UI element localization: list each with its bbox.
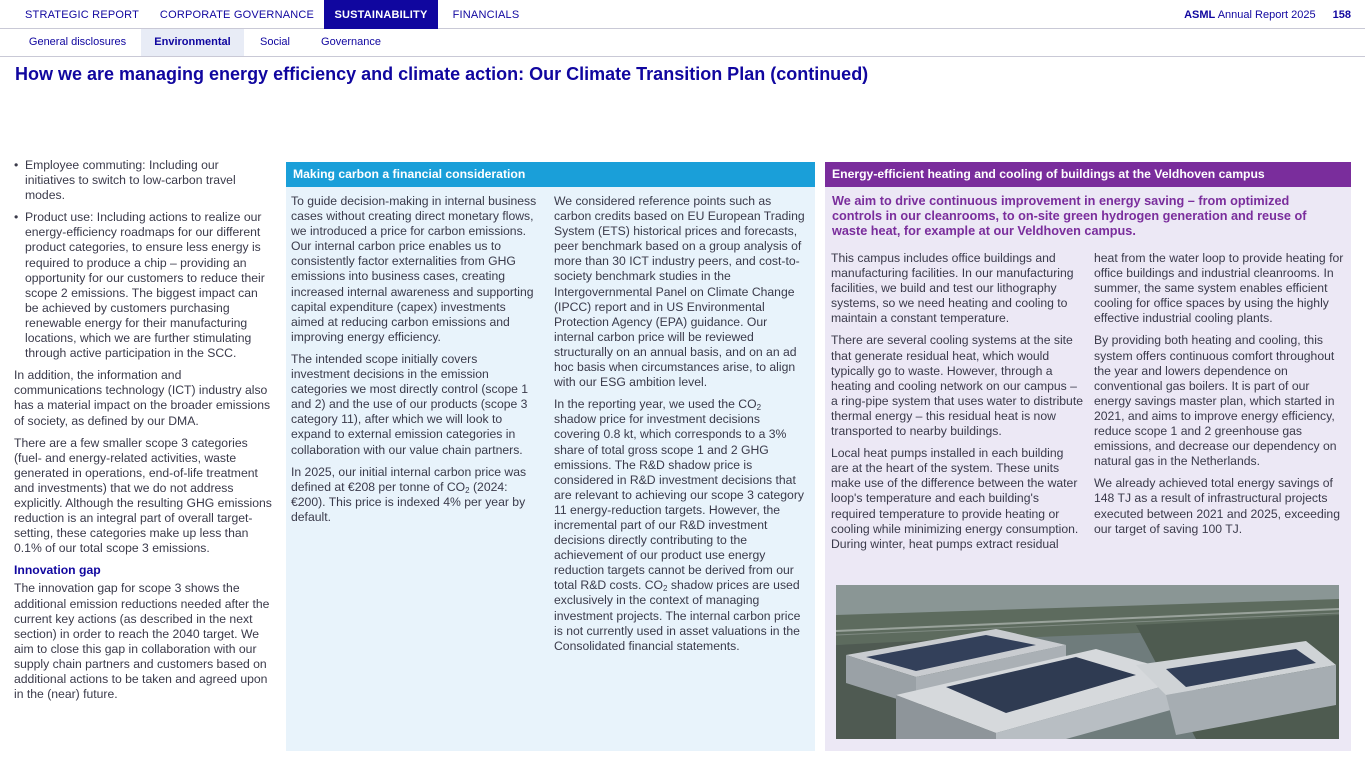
text-run: (2024: €200). This price is indexed 4% per year by default. bbox=[291, 479, 526, 524]
text-run: In the reporting year, we used the CO bbox=[554, 397, 757, 412]
paragraph: By providing both heating and cooling, this system offers continuous comfort throughout the year and lowers dependence on conventional gas boilers. It is part of our energy savings master plan, which started in 2021, and aims to improve energy efficiency, reduce scope 1 and 2 greenhouse gas emissions, and decrease our dependency on natural gas in the Netherlands. bbox=[1094, 333, 1337, 469]
paragraph: This campus includes office buildings and manufacturing facilities. In our manufacturing facilities, we build and test our lithography systems, so we need heating and cooling to maintain a constant temperature. bbox=[831, 251, 1074, 326]
report-title: Annual Report 2025 bbox=[1217, 9, 1316, 21]
subtab-general-disclosures[interactable]: General disclosures bbox=[28, 36, 127, 48]
tab-sustainability[interactable]: SUSTAINABILITY bbox=[324, 0, 438, 29]
text-run: shadow prices are used exclusively in the context of managing investment projects. The internal carbon price is not currently used in asset valuations in the Consolidated financial statements. bbox=[554, 578, 801, 653]
top-navigation bbox=[0, 0, 1365, 29]
paragraph: There are a few smaller scope 3 categories (fuel- and energy-related activities, waste generated in operations, end-of-life treatment and investments) that we do not address explicitly. Although the resulting GHG emissions reduction is an integral part of overall target-setting, these categories make up less than 0.1% of our total scope 3 emissions. bbox=[14, 435, 272, 556]
paragraph: In addition, the information and communications technology (ICT) industry also has a material impact on the broader emissions of society, as defined by our DMA. bbox=[14, 368, 271, 428]
paragraph: We considered reference points such as carbon credits based on EU European Trading System (ETS) historical prices and forecasts, peer benchmark based on a group analysis of more than 30 ICT industry peers, and cost-to-society benchmark studies in the Intergovernmental Panel on Climate Change (IPCC) report and in US Environmental Protection Agency (EPA) guidance. Our internal carbon price will be reviewed structurally on an annual basis, and on an ad hoc basis when circumstances arise, to align with our ESG ambition level. bbox=[554, 194, 805, 390]
subtab-governance[interactable]: Governance bbox=[321, 36, 381, 48]
heating-intro: We aim to drive continuous improvement in energy saving – from optimized controls in our cleanrooms, to on-site green hydrogen generation and reuse of waste heat, for example at our Veldhoven campus. bbox=[832, 194, 1307, 239]
left-column bbox=[14, 158, 272, 709]
subscript: 2 bbox=[756, 403, 762, 413]
tab-corporate-governance[interactable]: CORPORATE GOVERNANCE bbox=[159, 9, 315, 21]
scope3-list bbox=[14, 158, 272, 361]
report-info bbox=[1184, 0, 1351, 29]
list-item: • Employee commuting: Including our initiatives to switch to low-carbon travel modes. bbox=[14, 158, 272, 203]
paragraph: We already achieved total energy savings of 148 TJ as a result of infrastructural projects executed between 2021 and 2025, exceeding our target of saving 100 TJ. bbox=[1094, 476, 1340, 536]
section-navigation bbox=[0, 29, 1365, 57]
list-item: • Product use: Including actions to realize our energy-efficiency roadmaps for our different product categories, to ensure less energy is required to produce a chip – providing an opportunity for our customers to reduce their scope 2 emissions. The biggest impact can be achieved by customers purchasing renewable energy for their manufacturing locations, which we are further stimulating through active participation in the SCC. bbox=[14, 210, 272, 361]
heating-cooling-header: Energy-efficient heating and cooling of buildings at the Veldhoven campus bbox=[825, 162, 1351, 187]
subscript: 2 bbox=[663, 584, 668, 594]
heating-column-2 bbox=[1094, 251, 1346, 544]
campus-aerial-photo bbox=[836, 585, 1339, 739]
brand-name: ASML bbox=[1184, 9, 1216, 21]
tab-strategic-report[interactable]: STRATEGIC REPORT bbox=[24, 9, 140, 21]
paragraph: There are several cooling systems at the site that generate residual heat, which would typically go to waste. However, through a heating and cooling network on our campus – a ring-pipe system that uses water to distribute thermal energy – this residual heat is now transported to nearby buildings. bbox=[831, 333, 1083, 439]
paragraph: Local heat pumps installed in each building are at the heart of the system. These units make use of the difference between the water loop's temperature and each building's required temperature to provide heating or cooling while minimizing energy consumption. During winter, heat pumps extract residual bbox=[831, 446, 1079, 551]
page-title: How we are managing energy efficiency and climate action: Our Climate Transition Plan (continued) bbox=[15, 64, 869, 84]
campus-illustration bbox=[836, 585, 1339, 739]
paragraph: To guide decision-making in internal business cases without creating direct monetary flows, we introduced a price for carbon emissions. Our internal carbon price enables us to consistently factor externalities from GHG emissions into business cases, creating increased internal awareness and supporting capital expenditure (capex) investments aimed at reducing carbon emissions and improving energy efficiency. bbox=[291, 194, 537, 344]
subscript: 2 bbox=[465, 485, 470, 495]
carbon-column-2 bbox=[554, 194, 806, 661]
carbon-pricing-header: Making carbon a financial consideration bbox=[286, 162, 815, 187]
heating-column-1 bbox=[831, 251, 1083, 559]
tab-financials[interactable]: FINANCIALS bbox=[452, 9, 520, 21]
paragraph: The intended scope initially covers investment decisions in the emission categories we most directly control (scope 1 and 2) and the use of our products (scope 3 category 11), after which we will look to expand to external emission categories in collaboration with our value chain partners. bbox=[291, 351, 529, 457]
innovation-gap-heading: Innovation gap bbox=[14, 563, 101, 578]
page-number: 158 bbox=[1332, 9, 1351, 21]
text-run: In 2025, our initial internal carbon price was defined at €208 per tonne of CO bbox=[291, 464, 527, 494]
carbon-column-1 bbox=[291, 194, 539, 532]
subtab-social[interactable]: Social bbox=[260, 36, 290, 48]
paragraph bbox=[291, 465, 539, 525]
paragraph: heat from the water loop to provide heating for office buildings and industrial cleanrooms. In summer, the same system enables efficient cooling for office spaces by using the highly effective industrial cooling plants. bbox=[1094, 251, 1344, 326]
heating-cooling-box bbox=[825, 162, 1351, 751]
text-run: shadow price for investment decisions covering 0.8 kt, which corresponds to a 3% share of total gross scope 1 and 2 GHG emissions. The R&D shadow price is considered in R&D investment decisions that are relevant to achieving our scope 3 category 11 energy-reduction targets. However, the incremental part of our R&D investment decisions directly contributing to the achievement of our product use energy reduction targets cannot be derived from our total R&D costs. CO bbox=[554, 412, 804, 593]
paragraph: The innovation gap for scope 3 shows the additional emission reductions needed after the current key actions (as described in the next section) in order to reach the 2040 target. We aim to close this gap in collaboration with our supply chain partners and customers based on additional actions to be taken and agreed upon in the (near) future. bbox=[14, 581, 270, 702]
paragraph bbox=[554, 397, 806, 654]
subtab-environmental[interactable]: Environmental bbox=[141, 29, 244, 56]
carbon-pricing-box bbox=[286, 162, 815, 751]
